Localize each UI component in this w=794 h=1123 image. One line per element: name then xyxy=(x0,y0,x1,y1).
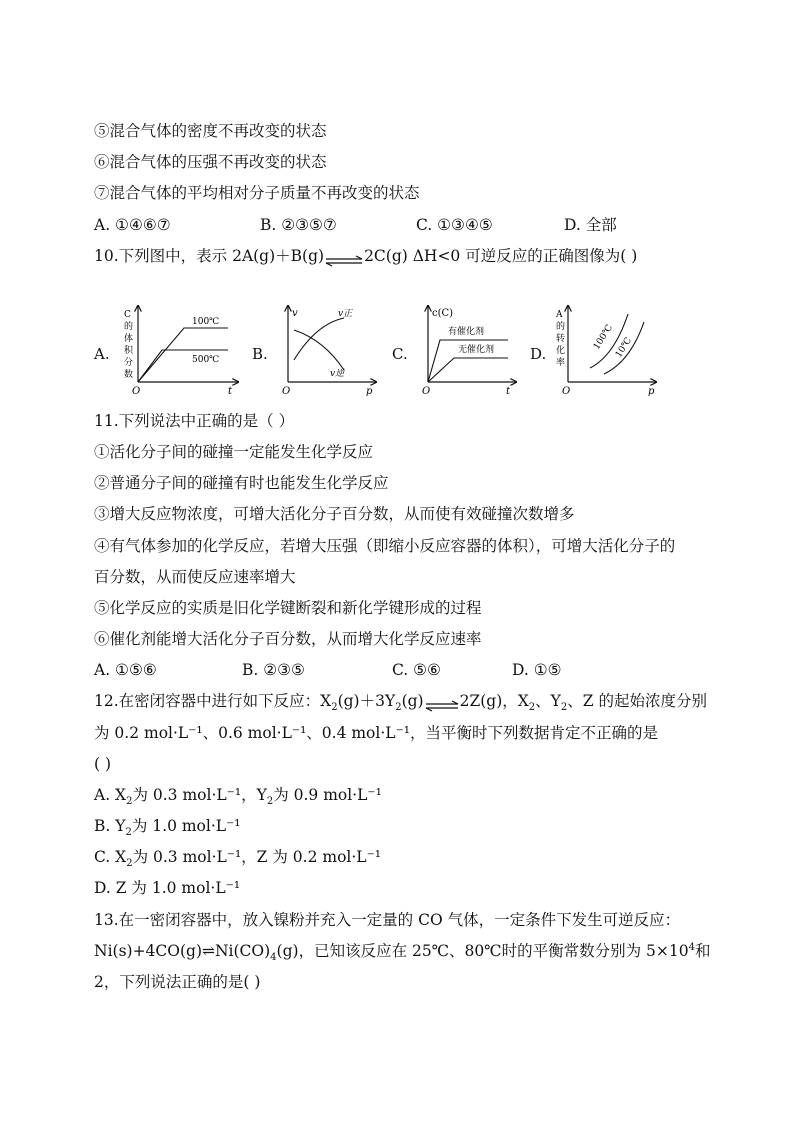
q11-option-c: C. ⑤⑥ xyxy=(392,661,441,679)
q12-stem: 12.在密闭容器中进行如下反应：$X_2(g)+3Y_2(g)$ 2Z(g)，$X_2$、$Y_2$、Z 的起始浓度分别 xyxy=(94,692,707,714)
graph-c xyxy=(412,300,522,398)
graph-c-curve2-label: 无催化剂 xyxy=(458,345,495,355)
graph-b-origin: O xyxy=(282,386,291,397)
q12-stem-line3: ( ) xyxy=(94,755,112,773)
reversible-arrow-icon xyxy=(424,696,460,708)
q9-item-6: ⑥混合气体的压强不再改变的状态 xyxy=(94,153,327,171)
q13-stem-line2: $Ni(s)+4CO(g)\rightleftharpoons Ni(CO)_4(g)$，已知该反应在 25℃、80℃时的平衡常数分别为 $5\times 10^4$和 xyxy=(94,941,711,964)
q13-stem-line1: 13.在一密闭容器中，放入镍粉并充入一定量的 CO 气体，一定条件下发生可逆反应： xyxy=(94,911,681,929)
graph-c-origin: O xyxy=(422,386,431,397)
graph-b-curve-forward xyxy=(294,318,344,360)
q9-option-a: A. ①④⑥⑦ xyxy=(94,216,171,234)
graph-a-ylabel-2: 体 xyxy=(124,334,134,344)
q13-stem-line3: 2，下列说法正确的是( ) xyxy=(94,973,261,991)
graph-b-curve-reverse xyxy=(294,330,344,370)
q10-label-c: C. xyxy=(392,345,408,363)
graph-c-curve1-label: 有催化剂 xyxy=(448,327,485,337)
graph-a-ylabel-4: 分 xyxy=(124,358,134,368)
graph-b-ylabel: v xyxy=(292,308,298,319)
q11-item-6: ⑥催化剂能增大活化分子百分数，从而增大化学反应速率 xyxy=(94,630,482,648)
graph-d xyxy=(550,300,662,398)
q12-option-b: B. $Y_2$为 1.0 mol·L⁻¹ xyxy=(94,817,241,839)
graph-a-xlabel: t xyxy=(228,386,233,397)
graph-d-xlabel: p xyxy=(648,386,655,397)
graph-c-ylabel: c(C) xyxy=(432,308,454,319)
graph-d-ylabel-3: 化 xyxy=(556,346,566,356)
graph-a-curve1-label: 100℃ xyxy=(192,317,220,327)
q9-option-c: C. ①③④⑤ xyxy=(416,216,493,234)
q11-stem: 11.下列说法中正确的是（ ） xyxy=(94,412,295,430)
graph-d-ylabel-4: 率 xyxy=(556,358,566,368)
q11-item-4: ④有气体参加的化学反应，若增大压强（即缩小反应容器的体积），可增大活化分子的 xyxy=(94,537,676,555)
graph-b xyxy=(272,300,382,398)
graph-d-origin: O xyxy=(562,386,571,397)
graph-b-curve2-label: v逆 xyxy=(330,369,345,379)
q9-option-d: D. 全部 xyxy=(564,216,617,234)
graph-b-xlabel: p xyxy=(366,386,373,397)
q11-item-5: ⑤化学反应的实质是旧化学键断裂和新化学键形成的过程 xyxy=(94,599,482,617)
graph-d-ylabel-2: 转 xyxy=(556,334,566,344)
graph-b-curve1-label: v正 xyxy=(338,309,353,319)
graph-a-ylabel-3: 积 xyxy=(124,346,134,356)
q11-option-d: D. ①⑤ xyxy=(512,661,562,679)
q12-option-c: C. $X_2$为 0.3 mol·L⁻¹，Z 为 0.2 mol·L⁻¹ xyxy=(94,848,381,870)
q10-label-a: A. xyxy=(94,345,110,363)
q9-option-b: B. ②③⑤⑦ xyxy=(260,216,337,234)
graph-d-curve1-label: 100℃ xyxy=(592,323,615,352)
graph-c-curve-no-catalyst xyxy=(428,358,508,382)
reversible-arrow-icon xyxy=(324,251,364,263)
q11-option-a: A. ①⑤⑥ xyxy=(94,661,157,679)
graph-d-curve2-label: 10℃ xyxy=(614,336,634,360)
q11-item-4-cont: 百分数，从而使反应速率增大 xyxy=(94,568,296,586)
q12-option-d: D. Z 为 1.0 mol·L⁻¹ xyxy=(94,879,241,897)
q11-option-b: B. ②③⑤ xyxy=(242,661,305,679)
q10-stem: 10.下列图中，表示 2A(g)＋B(g) 2C(g) ΔH<0 可逆反应的正确图像为( ) xyxy=(94,247,638,265)
q9-item-7: ⑦混合气体的平均相对分子质量不再改变的状态 xyxy=(94,184,420,202)
q12-option-a: A. $X_2$为 0.3 mol·L⁻¹，$Y_2$为 0.9 mol·L⁻¹ xyxy=(94,786,382,808)
graph-c-xlabel: t xyxy=(506,386,511,397)
graph-a-origin: O xyxy=(132,386,141,397)
q10-label-b: B. xyxy=(252,345,268,363)
q10-label-d: D. xyxy=(530,345,547,363)
graph-a-ylabel-1: 的 xyxy=(124,322,134,332)
q11-item-1: ①活化分子间的碰撞一定能发生化学反应 xyxy=(94,443,374,461)
q11-item-2: ②普通分子间的碰撞有时也能发生化学反应 xyxy=(94,474,389,492)
q9-item-5: ⑤混合气体的密度不再改变的状态 xyxy=(94,122,327,140)
graph-a-ylabel-5: 数 xyxy=(124,370,134,380)
q12-stem-line2: 为 0.2 mol·L⁻¹、0.6 mol·L⁻¹、0.4 mol·L⁻¹，当平衡时下列数据肯定不正确的是 xyxy=(94,724,658,742)
graph-d-ylabel-0: A xyxy=(556,310,563,320)
graph-a-ylabel-0: C xyxy=(124,310,131,320)
graph-a xyxy=(116,300,242,398)
graph-a-curve2-label: 500℃ xyxy=(192,355,220,365)
q11-item-3: ③增大反应物浓度，可增大活化分子百分数，从而使有效碰撞次数增多 xyxy=(94,505,575,523)
graph-d-ylabel-1: 的 xyxy=(556,322,566,332)
